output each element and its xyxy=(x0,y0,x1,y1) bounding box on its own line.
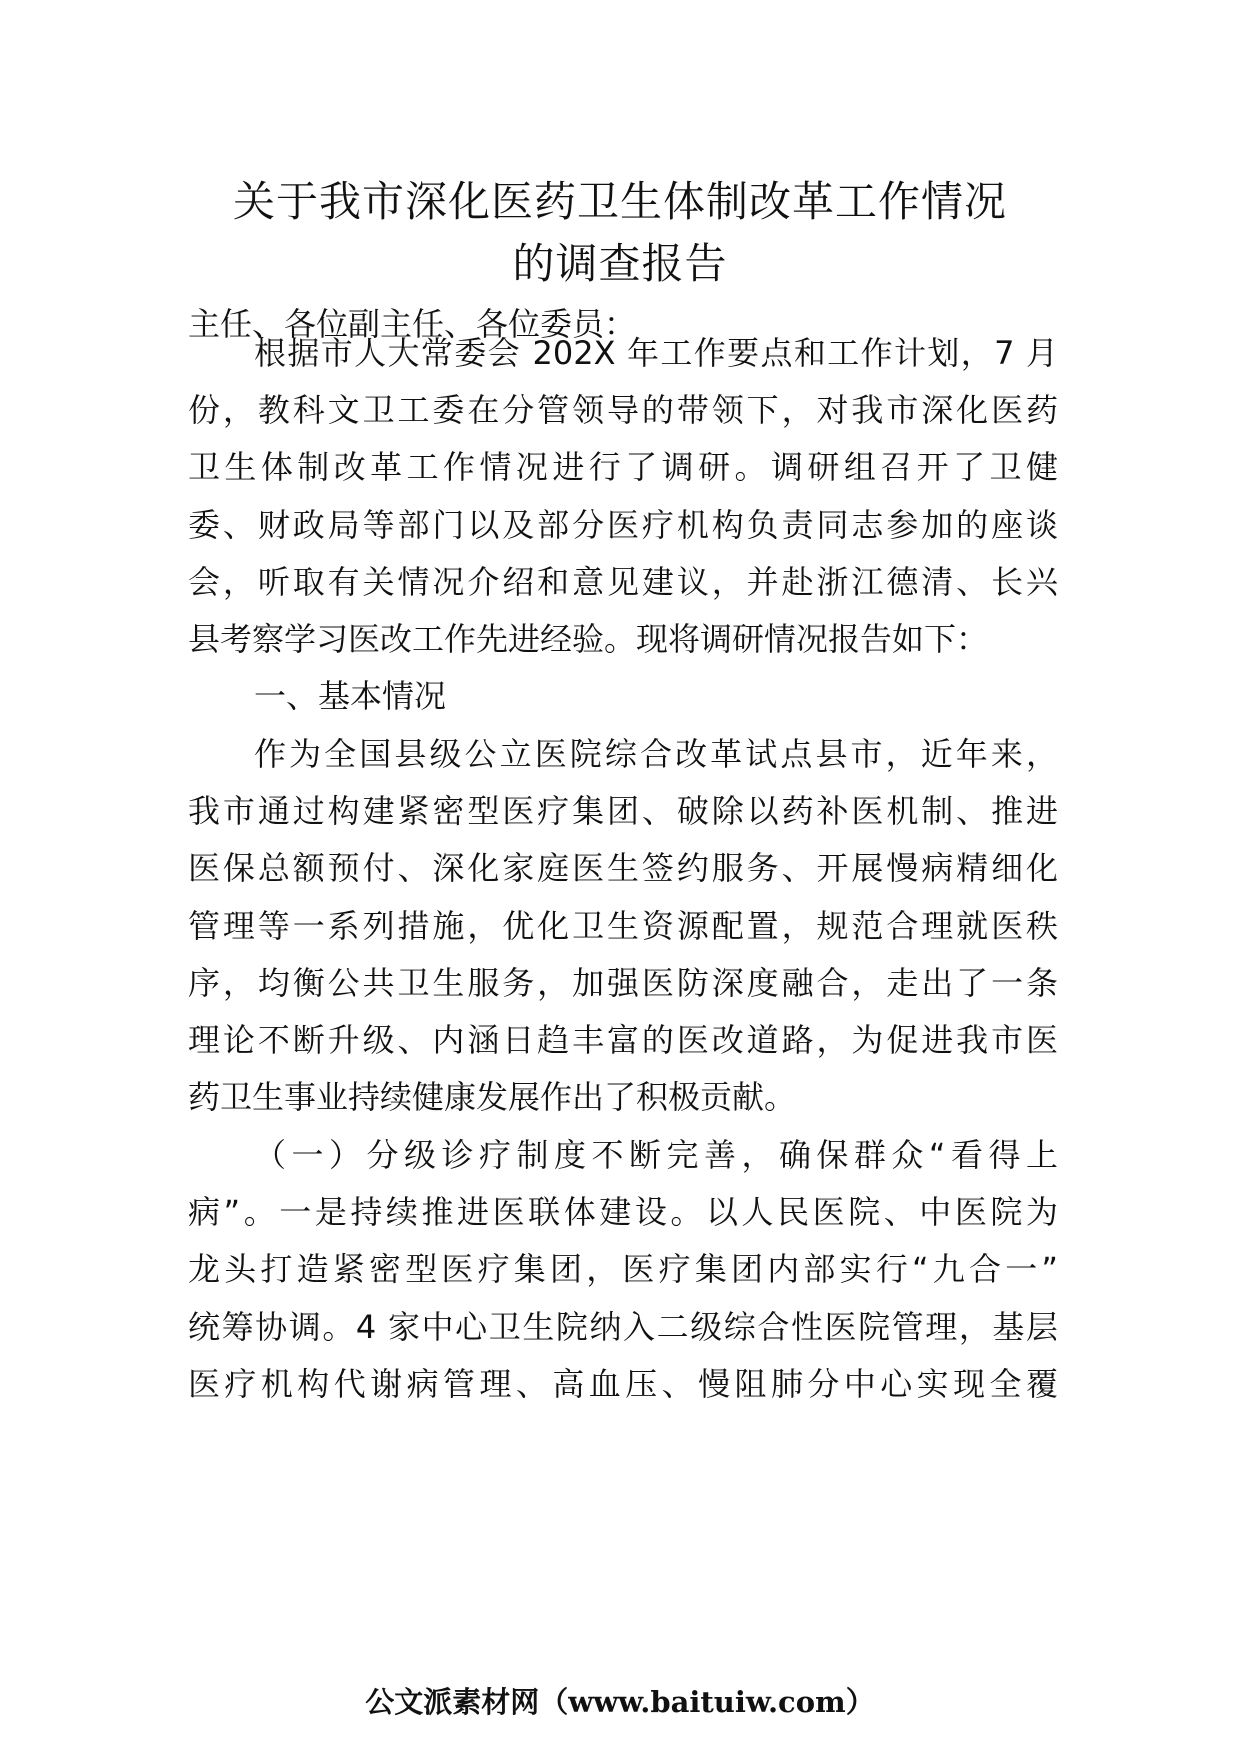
salutation: 主任、各位副主任、各位委员： xyxy=(188,305,637,343)
section-heading: 一、基本情况 xyxy=(254,677,447,715)
paragraph-line: 医疗机构代谢病管理、高血压、慢阻肺分中心实现全覆 xyxy=(188,1365,1058,1403)
paragraph-line: 卫生体制改革工作情况进行了调研。调研组召开了卫健 xyxy=(188,448,1058,486)
paragraph-line: 管理等一系列措施，优化卫生资源配置，规范合理就医秩 xyxy=(188,907,1058,945)
paragraph-line: 统筹协调。4 家中心卫生院纳入二级综合性医院管理，基层 xyxy=(188,1308,1058,1346)
paragraph-line: 药卫生事业持续健康发展作出了积极贡献。 xyxy=(188,1078,797,1116)
paragraph-line: 委、财政局等部门以及部分医疗机构负责同志参加的座谈 xyxy=(188,506,1058,544)
paragraph-line: 会，听取有关情况介绍和意见建议，并赴浙江德清、长兴 xyxy=(188,563,1058,601)
paragraph-line: 根据市人大常委会 202X 年工作要点和工作计划，7 月 xyxy=(254,334,1058,372)
paragraph-line: 我市通过构建紧密型医疗集团、破除以药补医机制、推进 xyxy=(188,792,1058,830)
paragraph-line: 作为全国县级公立医院综合改革试点县市，近年来， xyxy=(254,735,1058,773)
paragraph-line: 医保总额预付、深化家庭医生签约服务、开展慢病精细化 xyxy=(188,849,1058,887)
paragraph-line: 序，均衡公共卫生服务，加强医防深度融合，走出了一条 xyxy=(188,964,1058,1002)
subsection-heading-line: （一）分级诊疗制度不断完善，确保群众“看得上 xyxy=(254,1136,1058,1174)
paragraph-line: 龙头打造紧密型医疗集团，医疗集团内部实行“九合一” xyxy=(188,1250,1058,1288)
paragraph-line: 县考察学习医改工作先进经验。现将调研情况报告如下： xyxy=(188,620,989,658)
paragraph-line: 份，教科文卫工委在分管领导的带领下，对我市深化医药 xyxy=(188,391,1058,429)
document-title-line-1: 关于我市深化医药卫生体制改革工作情况 xyxy=(232,177,1007,226)
paragraph-line: 病”。一是持续推进医联体建设。以人民医院、中医院为 xyxy=(188,1193,1058,1231)
footer-watermark: 公文派素材网（www.baituiw.com） xyxy=(365,1685,875,1719)
paragraph-line: 理论不断升级、内涵日趋丰富的医改道路，为促进我市医 xyxy=(188,1021,1058,1059)
document-title-line-2: 的调查报告 xyxy=(512,239,728,288)
